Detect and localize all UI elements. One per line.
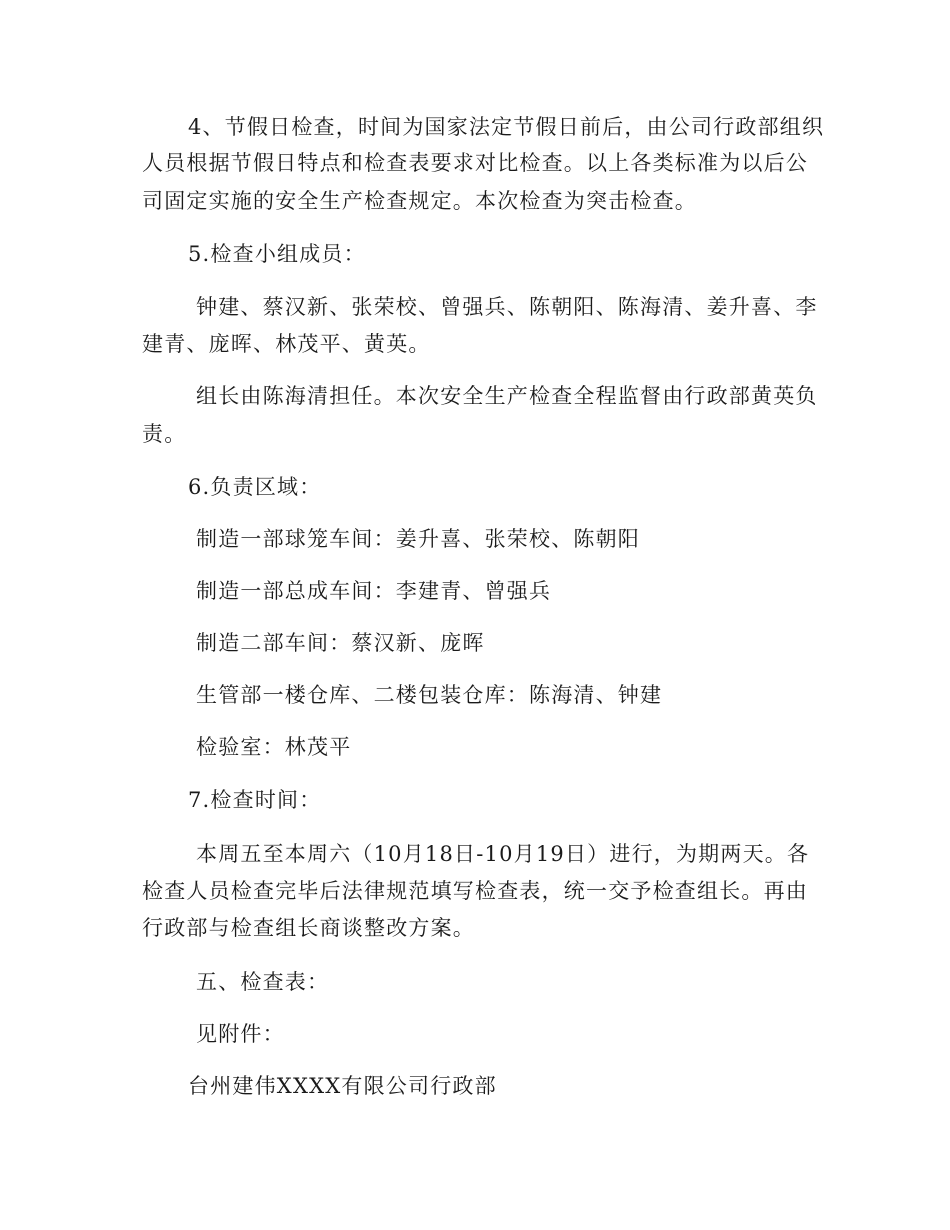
area-item-5: 检验室：林茂平 <box>196 735 352 759</box>
item5-heading: 5.检查小组成员： <box>188 242 366 266</box>
item6-heading: 6.负责区域： <box>188 475 322 499</box>
item7-line-3: 行政部与检查组长商谈整改方案。 <box>142 916 475 940</box>
item7-heading: 7.检查时间： <box>188 788 322 812</box>
area-item-3: 制造二部车间：蔡汉新、庞晖 <box>196 631 485 655</box>
item5-members-line-1: 钟建、蔡汉新、张荣校、曾强兵、陈朝阳、陈海清、姜升喜、李 <box>196 295 818 319</box>
area-item-1: 制造一部球笼车间：姜升喜、张荣校、陈朝阳 <box>196 527 640 551</box>
item5-leader-line-1: 组长由陈海清担任。本次安全生产检查全程监督由行政部黄英负 <box>196 384 818 408</box>
item5-leader-line-2: 责。 <box>142 422 187 446</box>
attachment-note: 见附件： <box>196 1022 285 1046</box>
item4-line-1: 4、节假日检查，时间为国家法定节假日前后，由公司行政部组织 <box>188 115 825 139</box>
signature-company: 台州建伟XXXX有限公司行政部 <box>188 1074 497 1098</box>
section5-heading: 五、检查表： <box>196 970 330 994</box>
item4-line-2: 人员根据节假日特点和检查表要求对比检查。以上各类标准为以后公 <box>142 151 808 175</box>
item4-line-3: 司固定实施的安全生产检查规定。本次检查为突击检查。 <box>142 189 697 213</box>
item7-line-2: 检查人员检查完毕后法律规范填写检查表，统一交予检查组长。再由 <box>142 879 808 903</box>
area-item-2: 制造一部总成车间：李建青、曾强兵 <box>196 579 552 603</box>
item7-line-1: 本周五至本周六（10月18日-10月19日）进行，为期两天。各 <box>196 842 810 866</box>
area-item-4: 生管部一楼仓库、二楼包装仓库：陈海清、钟建 <box>196 683 663 707</box>
item5-members-line-2: 建青、庞晖、林茂平、黄英。 <box>142 332 431 356</box>
